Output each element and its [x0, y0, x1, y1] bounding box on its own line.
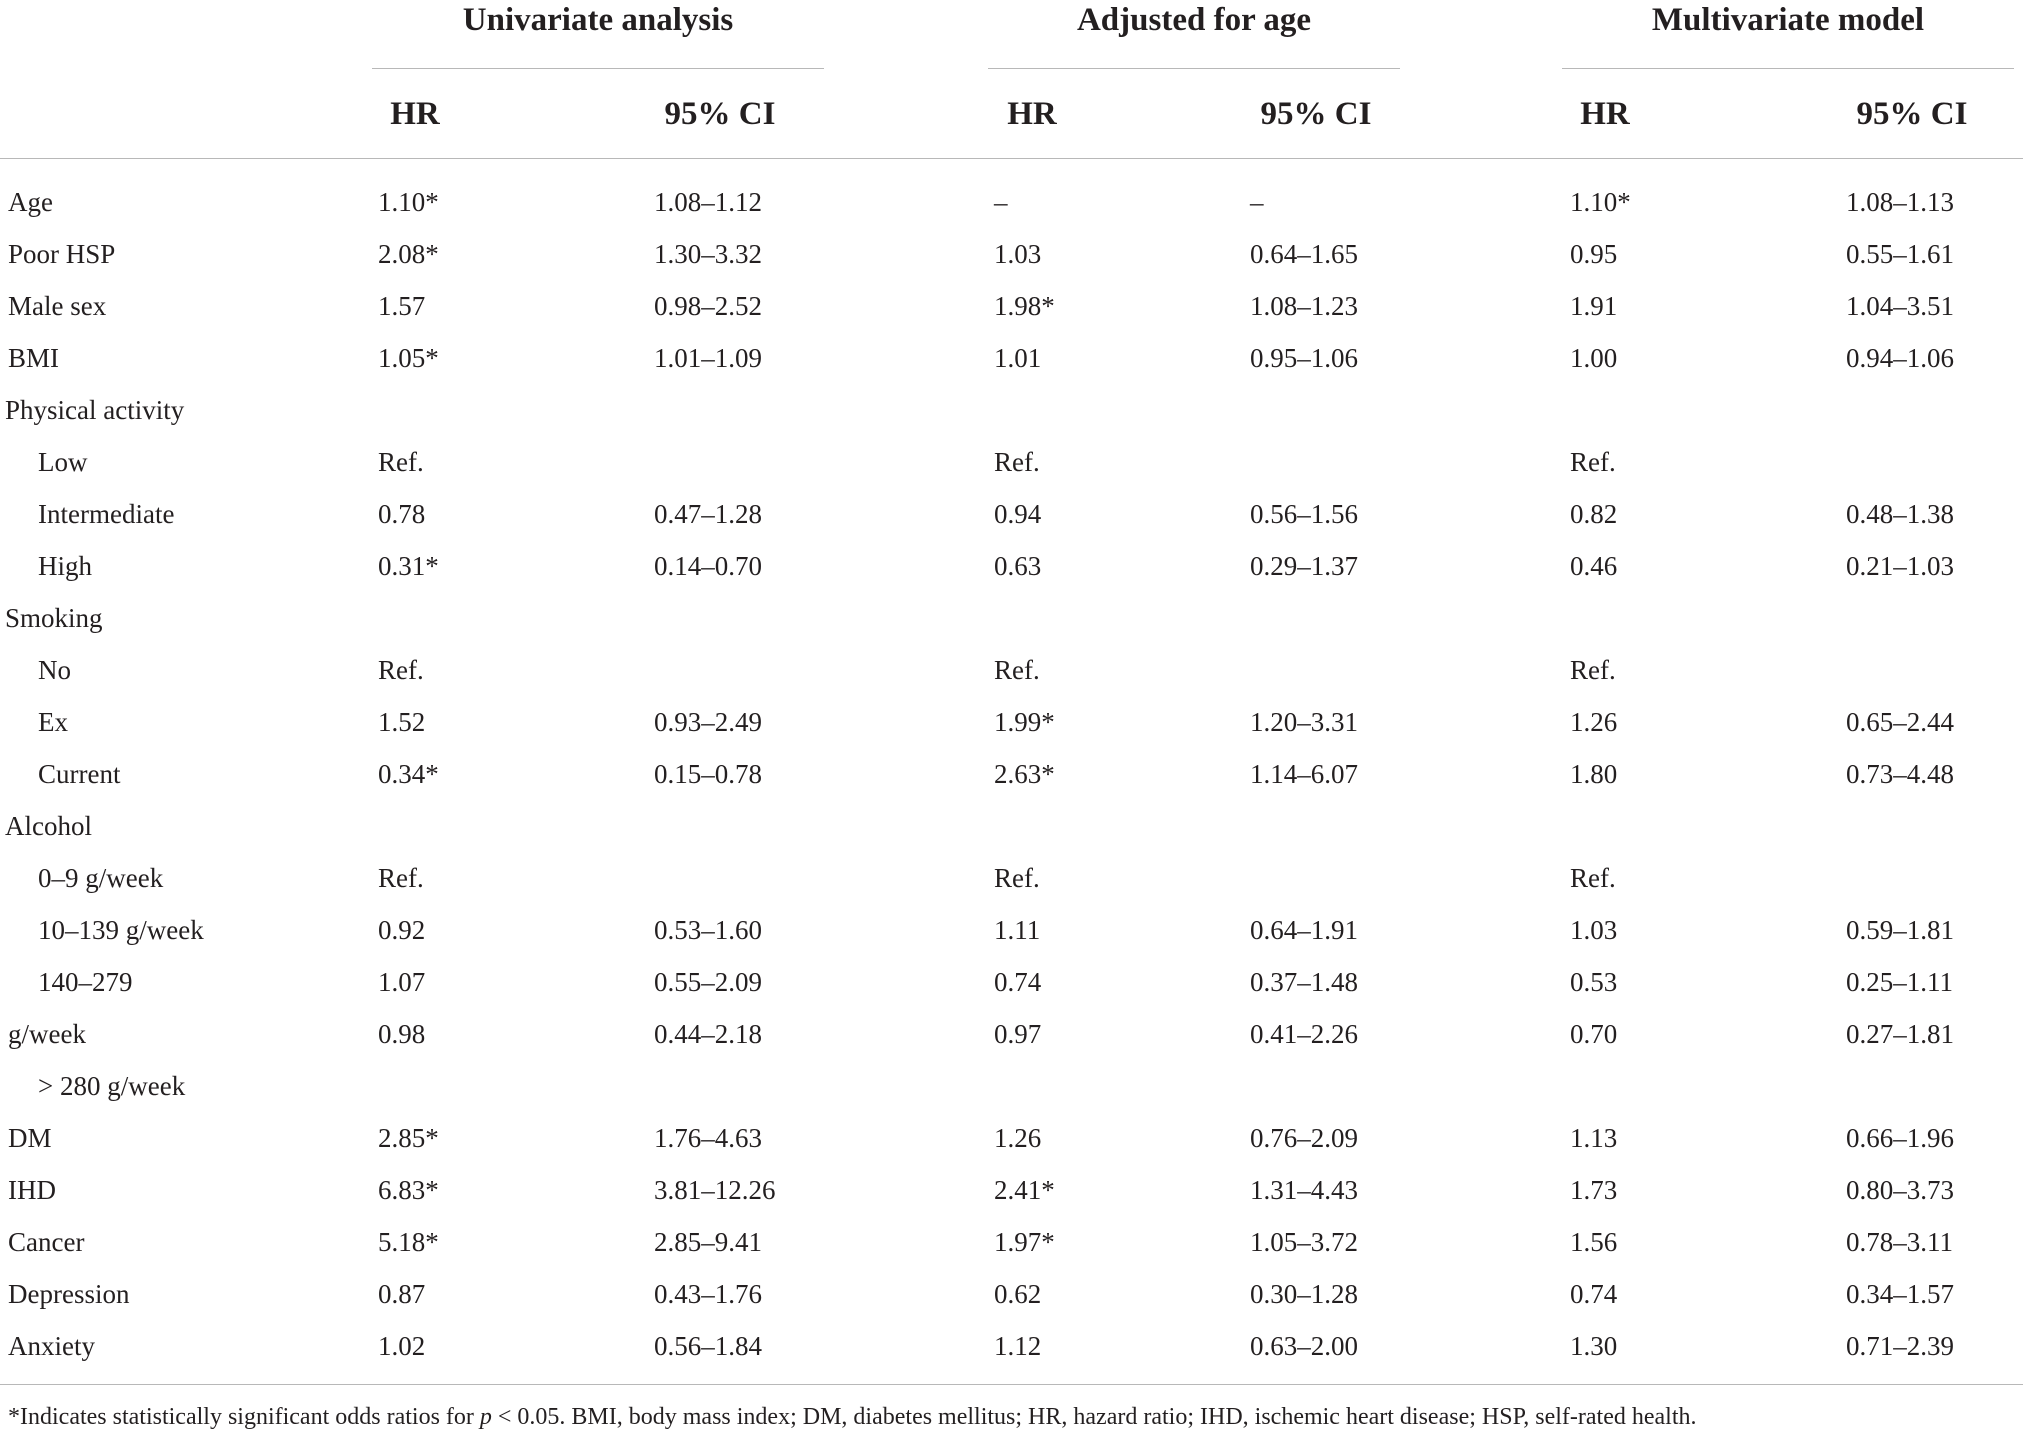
table-row — [0, 1164, 2023, 1216]
table-row — [0, 592, 2023, 644]
row-label: Physical activity — [5, 395, 185, 425]
cell-ci1: 1.08–1.12 — [654, 187, 762, 217]
cell-hr3: 0.95 — [1570, 239, 1618, 269]
row-label: Intermediate — [38, 499, 175, 529]
table-row — [0, 1320, 2023, 1372]
cell-hr3: Ref. — [1570, 447, 1616, 477]
cell-hr1: 2.85* — [378, 1123, 439, 1153]
cell-hr1: 1.57 — [378, 291, 426, 321]
cell-hr3: Ref. — [1570, 863, 1616, 893]
cell-ci2: 1.14–6.07 — [1250, 759, 1358, 789]
cell-ci3: 0.48–1.38 — [1846, 499, 1954, 529]
table-row — [0, 644, 2023, 696]
cell-hr1: 0.98 — [378, 1019, 426, 1049]
cell-hr2: 2.63* — [994, 759, 1055, 789]
cell-ci1: 1.30–3.32 — [654, 239, 762, 269]
cell-hr3: 0.82 — [1570, 499, 1618, 529]
table-row — [0, 748, 2023, 800]
cell-hr2: 2.41* — [994, 1175, 1055, 1205]
cell-ci1: 0.47–1.28 — [654, 499, 762, 529]
footnote-p-symbol: p — [479, 1404, 492, 1430]
row-label: Cancer — [8, 1227, 85, 1257]
cell-hr1: 0.78 — [378, 499, 426, 529]
cell-hr1: 1.05* — [378, 343, 439, 373]
cell-ci1: 0.14–0.70 — [654, 551, 762, 581]
cell-hr2: 1.98* — [994, 291, 1055, 321]
footnote-text-after: < 0.05. BMI, body mass index; DM, diabetes mellitus; HR, hazard ratio; IHD, ischemic heart disease; HSP, self-rated health. — [491, 1404, 1697, 1430]
row-label: Depression — [8, 1279, 130, 1309]
table-row — [0, 904, 2023, 956]
cell-ci3: 0.73–4.48 — [1846, 759, 1954, 789]
cell-ci3: 1.04–3.51 — [1846, 291, 1954, 321]
row-label: High — [38, 551, 92, 581]
cell-ci3: 0.34–1.57 — [1846, 1279, 1954, 1309]
col-header-hr-1: HR — [390, 96, 440, 132]
cell-ci1: 0.55–2.09 — [654, 967, 762, 997]
cell-hr1: Ref. — [378, 447, 424, 477]
header-rule — [0, 158, 2023, 159]
cell-hr2: 1.97* — [994, 1227, 1055, 1257]
cell-ci2: 1.05–3.72 — [1250, 1227, 1358, 1257]
cell-ci2: 1.08–1.23 — [1250, 291, 1358, 321]
cell-hr3: 1.13 — [1570, 1123, 1618, 1153]
cell-ci2: 0.56–1.56 — [1250, 499, 1358, 529]
cell-hr2: Ref. — [994, 655, 1040, 685]
cell-ci2: 0.76–2.09 — [1250, 1123, 1358, 1153]
cell-hr2: Ref. — [994, 863, 1040, 893]
cell-hr1: 1.02 — [378, 1331, 426, 1361]
cell-ci1: 0.98–2.52 — [654, 291, 762, 321]
table-row — [0, 696, 2023, 748]
row-label: Anxiety — [8, 1331, 95, 1361]
cell-hr3: 0.53 — [1570, 967, 1618, 997]
group-header-age-adjusted: Adjusted for age — [1076, 2, 1312, 38]
table-row — [0, 1268, 2023, 1320]
table-row — [0, 852, 2023, 904]
cell-ci3: 0.94–1.06 — [1846, 343, 1954, 373]
cell-ci3: 1.08–1.13 — [1846, 187, 1954, 217]
cell-ci2: 0.63–2.00 — [1250, 1331, 1358, 1361]
table-row — [0, 956, 2023, 1008]
row-label: DM — [8, 1123, 52, 1153]
row-label: IHD — [8, 1175, 56, 1205]
cell-ci1: 1.01–1.09 — [654, 343, 762, 373]
cell-ci3: 0.71–2.39 — [1846, 1331, 1954, 1361]
group-rule-multivariate — [1562, 68, 2014, 69]
table-row — [0, 176, 2023, 228]
cell-hr1: 0.87 — [378, 1279, 426, 1309]
cell-hr1: Ref. — [378, 863, 424, 893]
table-row — [0, 228, 2023, 280]
cell-ci3: 0.59–1.81 — [1846, 915, 1954, 945]
row-label: No — [38, 655, 71, 685]
cell-hr3: 0.70 — [1570, 1019, 1618, 1049]
cell-hr2: 1.26 — [994, 1123, 1042, 1153]
cell-hr1: 1.07 — [378, 967, 426, 997]
table-row — [0, 540, 2023, 592]
cell-ci3: 0.66–1.96 — [1846, 1123, 1954, 1153]
cell-ci2: 1.20–3.31 — [1250, 707, 1358, 737]
cell-ci3: 0.25–1.11 — [1846, 967, 1953, 997]
row-label: Ex — [38, 707, 68, 737]
cell-hr2: 0.63 — [994, 551, 1042, 581]
cell-hr2: 0.97 — [994, 1019, 1042, 1049]
cell-hr3: 1.26 — [1570, 707, 1618, 737]
cell-ci3: 0.80–3.73 — [1846, 1175, 1954, 1205]
cell-hr3: 1.91 — [1570, 291, 1618, 321]
cell-ci1: 3.81–12.26 — [654, 1175, 776, 1205]
cell-ci1: 0.43–1.76 — [654, 1279, 762, 1309]
cell-ci3: 0.21–1.03 — [1846, 551, 1954, 581]
cell-hr2: 0.94 — [994, 499, 1042, 529]
table-row — [0, 800, 2023, 852]
cell-ci1: 2.85–9.41 — [654, 1227, 762, 1257]
cell-hr2: 1.03 — [994, 239, 1042, 269]
cell-hr1: 6.83* — [378, 1175, 439, 1205]
col-header-hr-3: HR — [1580, 96, 1630, 132]
col-header-hr-2: HR — [1007, 96, 1057, 132]
row-label: Current — [38, 759, 121, 789]
table-row — [0, 1112, 2023, 1164]
cell-hr3: 1.03 — [1570, 915, 1618, 945]
cell-ci2: – — [1250, 187, 1264, 217]
cell-hr3: Ref. — [1570, 655, 1616, 685]
row-label: Low — [38, 447, 88, 477]
cell-ci2: 0.29–1.37 — [1250, 551, 1358, 581]
row-label: Age — [8, 187, 53, 217]
table-row — [0, 1216, 2023, 1268]
col-header-ci-3: 95% CI — [1856, 96, 1968, 132]
cell-ci3: 0.78–3.11 — [1846, 1227, 1953, 1257]
cell-ci2: 1.31–4.43 — [1250, 1175, 1358, 1205]
cell-hr2: 1.99* — [994, 707, 1055, 737]
group-header-multivariate: Multivariate model — [1651, 2, 1925, 38]
table-row — [0, 436, 2023, 488]
cell-hr1: 2.08* — [378, 239, 439, 269]
row-label: g/week — [8, 1019, 86, 1049]
cell-hr3: 1.10* — [1570, 187, 1631, 217]
group-rule-age-adjusted — [988, 68, 1400, 69]
row-label: Alcohol — [5, 811, 92, 841]
cell-hr1: 0.92 — [378, 915, 426, 945]
row-label: BMI — [8, 343, 60, 373]
table-row — [0, 1060, 2023, 1112]
cell-hr1: 1.10* — [378, 187, 439, 217]
cell-hr3: 1.56 — [1570, 1227, 1618, 1257]
cell-hr2: Ref. — [994, 447, 1040, 477]
cell-hr2: 1.11 — [994, 915, 1041, 945]
row-label: 10–139 g/week — [38, 915, 204, 945]
row-label: Poor HSP — [8, 239, 116, 269]
table-row — [0, 332, 2023, 384]
cell-hr2: – — [994, 187, 1008, 217]
cell-ci1: 0.15–0.78 — [654, 759, 762, 789]
bottom-rule — [0, 1384, 2023, 1385]
row-label: Male sex — [8, 291, 107, 321]
col-header-ci-1: 95% CI — [664, 96, 776, 132]
cell-ci1: 0.53–1.60 — [654, 915, 762, 945]
row-label: Smoking — [5, 603, 103, 633]
table-footnote — [8, 1400, 1697, 1434]
cell-ci2: 0.64–1.91 — [1250, 915, 1358, 945]
cell-ci2: 0.64–1.65 — [1250, 239, 1358, 269]
cell-hr1: 1.52 — [378, 707, 426, 737]
group-header-univariate: Univariate analysis — [462, 2, 734, 38]
cell-hr3: 1.80 — [1570, 759, 1618, 789]
cell-ci3: 0.55–1.61 — [1846, 239, 1954, 269]
cell-ci3: 0.65–2.44 — [1846, 707, 1954, 737]
col-header-ci-2: 95% CI — [1260, 96, 1372, 132]
table-body — [0, 176, 2023, 1372]
cell-hr3: 1.30 — [1570, 1331, 1618, 1361]
cell-hr1: Ref. — [378, 655, 424, 685]
table-row — [0, 488, 2023, 540]
cell-ci3: 0.27–1.81 — [1846, 1019, 1954, 1049]
cell-hr2: 1.01 — [994, 343, 1042, 373]
cell-hr3: 1.73 — [1570, 1175, 1618, 1205]
cell-ci1: 1.76–4.63 — [654, 1123, 762, 1153]
cell-ci1: 0.44–2.18 — [654, 1019, 762, 1049]
cell-hr3: 0.46 — [1570, 551, 1618, 581]
row-label: 0–9 g/week — [38, 863, 164, 893]
footnote-text-before: *Indicates statistically significant odds ratios for — [8, 1404, 480, 1430]
cell-hr2: 1.12 — [994, 1331, 1042, 1361]
cell-ci2: 0.41–2.26 — [1250, 1019, 1358, 1049]
cell-ci2: 0.95–1.06 — [1250, 343, 1358, 373]
cell-ci2: 0.30–1.28 — [1250, 1279, 1358, 1309]
table-row — [0, 1008, 2023, 1060]
cell-hr1: 0.31* — [378, 551, 439, 581]
row-label: > 280 g/week — [38, 1071, 186, 1101]
cell-hr2: 0.62 — [994, 1279, 1042, 1309]
row-label: 140–279 — [38, 967, 133, 997]
cell-hr3: 0.74 — [1570, 1279, 1618, 1309]
cell-hr1: 0.34* — [378, 759, 439, 789]
cell-ci2: 0.37–1.48 — [1250, 967, 1358, 997]
group-rule-univariate — [372, 68, 824, 69]
cell-ci1: 0.56–1.84 — [654, 1331, 762, 1361]
cell-hr1: 5.18* — [378, 1227, 439, 1257]
table-row — [0, 384, 2023, 436]
cell-hr3: 1.00 — [1570, 343, 1618, 373]
cell-ci1: 0.93–2.49 — [654, 707, 762, 737]
table-row — [0, 280, 2023, 332]
cell-hr2: 0.74 — [994, 967, 1042, 997]
